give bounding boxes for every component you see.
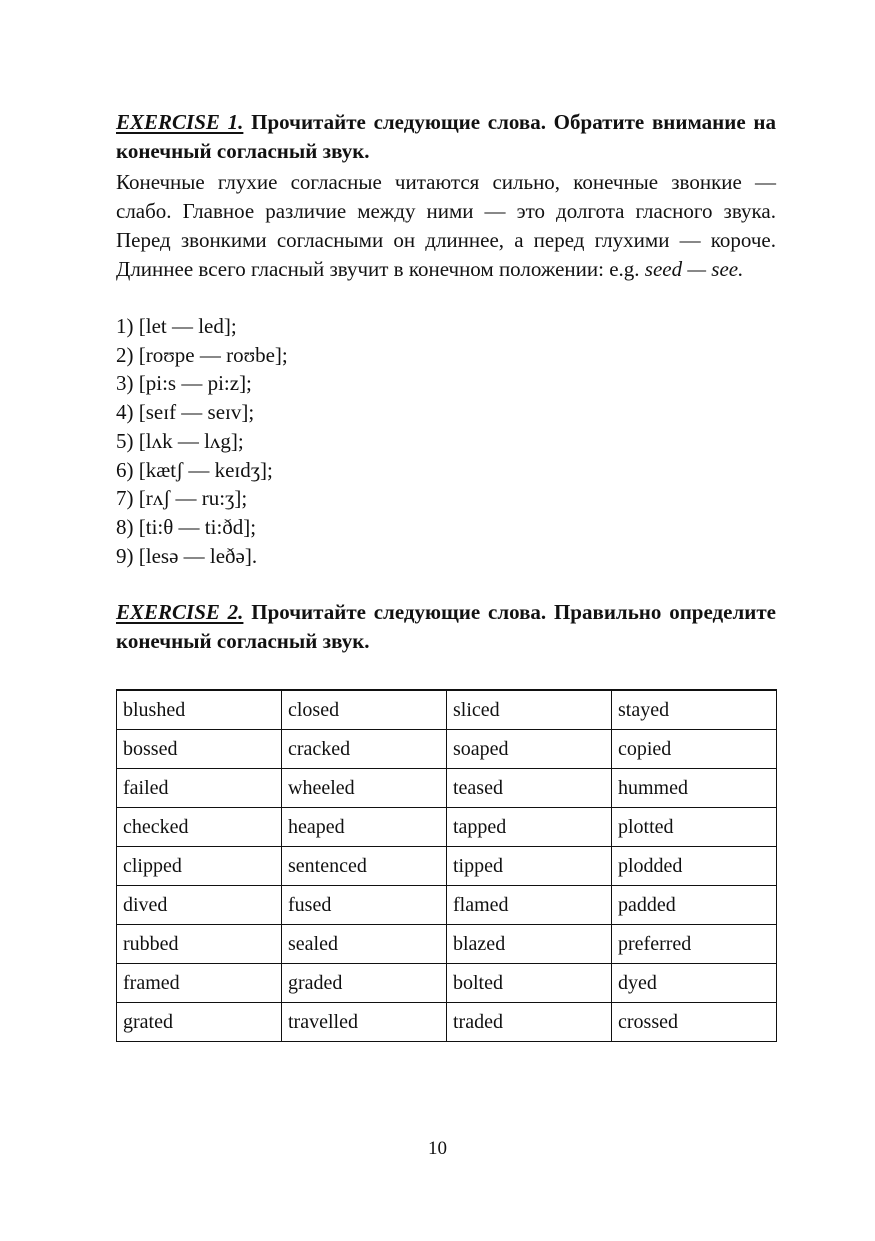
exercise-1-word-list	[116, 312, 776, 570]
table-row	[117, 769, 777, 808]
exercise-1-explanation	[116, 168, 776, 284]
table-cell: bolted	[447, 964, 612, 1003]
table-cell: padded	[612, 886, 777, 925]
table-cell: bossed	[117, 730, 282, 769]
table-row	[117, 925, 777, 964]
table-cell: wheeled	[282, 769, 447, 808]
table-cell: soaped	[447, 730, 612, 769]
exercise-2-word-table	[116, 689, 777, 1042]
table-row	[117, 886, 777, 925]
table-row	[117, 730, 777, 769]
table-cell: framed	[117, 964, 282, 1003]
table-cell: plodded	[612, 847, 777, 886]
table-cell: flamed	[447, 886, 612, 925]
table-cell: preferred	[612, 925, 777, 964]
table-cell: tapped	[447, 808, 612, 847]
table-cell: cracked	[282, 730, 447, 769]
table-row	[117, 690, 777, 730]
table-cell: graded	[282, 964, 447, 1003]
table-cell: grated	[117, 1003, 282, 1042]
table-cell: travelled	[282, 1003, 447, 1042]
table-cell: failed	[117, 769, 282, 808]
table-cell: checked	[117, 808, 282, 847]
table-cell: rubbed	[117, 925, 282, 964]
table-cell: dyed	[612, 964, 777, 1003]
table-cell: copied	[612, 730, 777, 769]
exercise-1-heading	[116, 108, 776, 166]
table-cell: sealed	[282, 925, 447, 964]
table-cell: traded	[447, 1003, 612, 1042]
page-number: 10	[428, 1138, 447, 1159]
table-row	[117, 1003, 777, 1042]
table-cell: clipped	[117, 847, 282, 886]
table-cell: dived	[117, 886, 282, 925]
exercise-1-item: 7) [rʌʃ — ru:ʒ];	[116, 486, 248, 511]
table-cell: blazed	[447, 925, 612, 964]
table-cell: sentenced	[282, 847, 447, 886]
table-row	[117, 964, 777, 1003]
table-row	[117, 847, 777, 886]
exercise-1-example: seed — see.	[644, 257, 744, 281]
exercise-1-instruction: Прочитайте следующие слова. Обратите внимание на конечный согласный звук.	[116, 110, 776, 163]
exercise-2-instruction: Прочитайте следующие слова. Правильно определите конечный согласный звук.	[116, 600, 776, 654]
table-cell: heaped	[282, 808, 447, 847]
exercise-1-item: 4) [seɪf — seɪv];	[116, 400, 255, 425]
exercise-2-label: EXERCISE 2.	[116, 600, 244, 625]
table-cell: stayed	[612, 690, 777, 730]
exercise-1-item: 5) [lʌk — lʌg];	[116, 428, 244, 453]
table-row	[117, 808, 777, 847]
table-cell: blushed	[117, 690, 282, 730]
exercise-1-item: 1) [let — led];	[116, 314, 237, 338]
exercise-1-text: Конечные глухие согласные читаются сильно, конечные звонкие — слабо. Главное различие между ними — это долгота гласного звука. Перед звонкими согласными он длиннее, а перед глухими — короче. Длиннее всего гласный звучит в конечном положении: e.g.	[116, 170, 776, 281]
exercise-1-item: 6) [kætʃ — keɪdʒ];	[116, 457, 273, 482]
table-cell: fused	[282, 886, 447, 925]
exercise-1-item: 3) [pi:s — pi:z];	[116, 371, 252, 396]
document-page	[116, 108, 776, 1042]
exercise-1-item: 8) [ti:θ — ti:ðd];	[116, 514, 257, 539]
table-cell: sliced	[447, 690, 612, 730]
table-cell: closed	[282, 690, 447, 730]
exercise-1-item: 9) [lesə — leðə].	[116, 543, 258, 568]
table-cell: hummed	[612, 769, 777, 808]
table-cell: crossed	[612, 1003, 777, 1042]
table-cell: teased	[447, 769, 612, 808]
table-cell: tipped	[447, 847, 612, 886]
exercise-1-item: 2) [roʊpe — roʊbe];	[116, 342, 288, 367]
exercise-1-label: EXERCISE 1.	[116, 110, 244, 134]
exercise-2-heading	[116, 598, 776, 656]
table-cell: plotted	[612, 808, 777, 847]
